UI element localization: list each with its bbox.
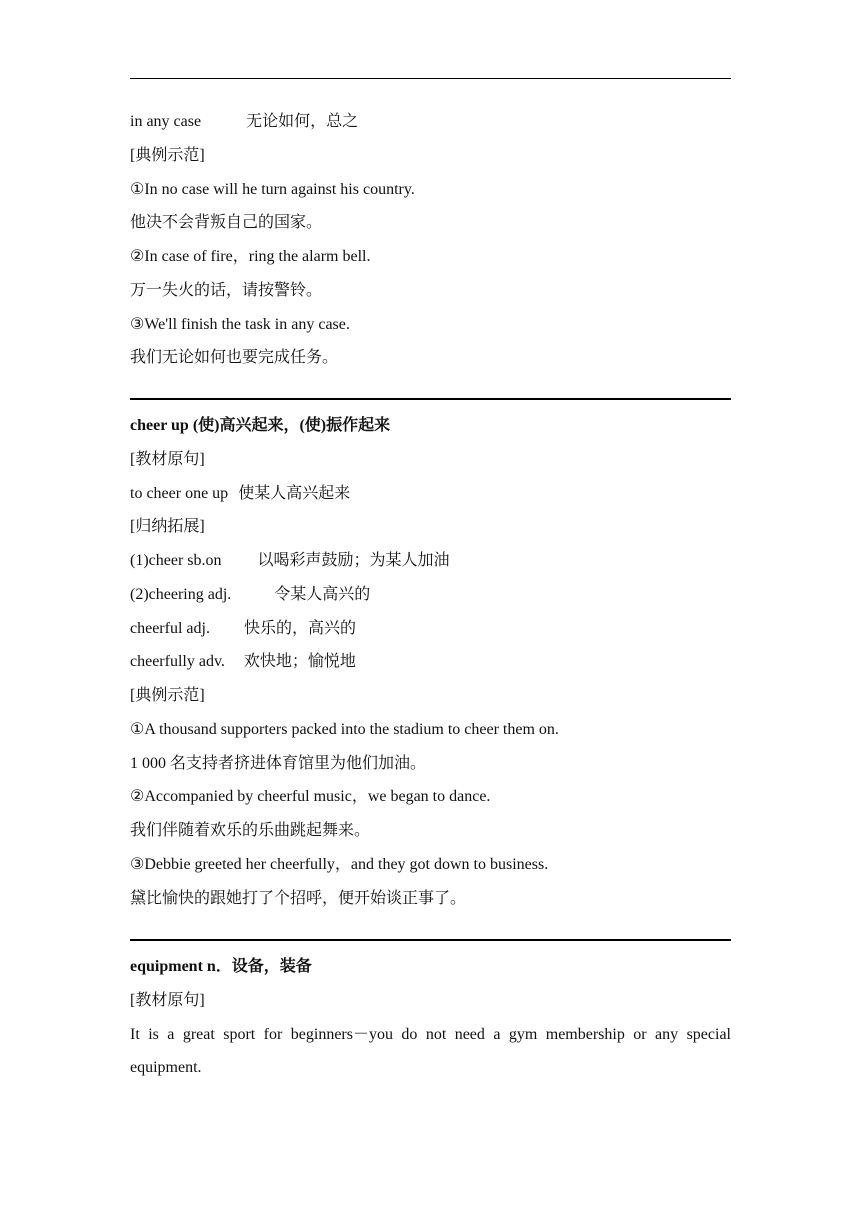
extension-meaning: 欢快地；愉悦地 bbox=[243, 653, 356, 670]
examples-header: [典例示范] bbox=[130, 147, 205, 164]
term: in any case bbox=[130, 113, 202, 130]
example-zh: 我们无论如何也要完成任务。 bbox=[130, 349, 339, 366]
examples-header: [典例示范] bbox=[130, 687, 205, 704]
extension-meaning: 以喝彩声鼓励；为某人加油 bbox=[257, 552, 450, 569]
example-zh: 我们伴随着欢乐的乐曲跳起舞来。 bbox=[130, 822, 371, 839]
example-zh: 万一失火的话，请按警铃。 bbox=[130, 282, 323, 299]
example-en: ②Accompanied by cheerful music，we began to dance. bbox=[130, 788, 491, 805]
extension-term: cheerfully adv. bbox=[130, 653, 225, 670]
extension-term: (2)cheering adj. bbox=[130, 586, 232, 603]
example-zh: 他决不会背叛自己的国家。 bbox=[130, 214, 323, 231]
source-sentence: It is a great sport for beginners－you do not need a gym membership or any special bbox=[130, 1026, 731, 1043]
source-row bbox=[130, 484, 731, 504]
extension-row bbox=[130, 551, 731, 571]
extension-row bbox=[130, 585, 731, 605]
example-zh: 1 000 名支持者挤进体育馆里为他们加油。 bbox=[130, 755, 427, 772]
example-en: ①A thousand supporters packed into the stadium to cheer them on. bbox=[130, 721, 559, 738]
extension-header: [归纳拓展] bbox=[130, 518, 205, 535]
source-zh: 使某人高兴起来 bbox=[238, 485, 351, 502]
example-zh: 黛比愉快的跟她打了个招呼，便开始谈正事了。 bbox=[130, 890, 467, 907]
term-meaning: 无论如何，总之 bbox=[246, 113, 359, 130]
term-row bbox=[130, 112, 731, 132]
source-en: to cheer one up bbox=[130, 485, 229, 502]
source-header: [教材原句] bbox=[130, 992, 205, 1009]
extension-term: cheerful adj. bbox=[130, 620, 210, 637]
example-en: ③Debbie greeted her cheerfully，and they got down to business. bbox=[130, 856, 549, 873]
extension-row bbox=[130, 652, 731, 672]
section-divider bbox=[130, 398, 731, 400]
section-divider bbox=[130, 939, 731, 941]
source-header: [教材原句] bbox=[130, 451, 205, 468]
example-en: ③We'll finish the task in any case. bbox=[130, 316, 350, 333]
extension-row bbox=[130, 619, 731, 639]
example-en: ①In no case will he turn against his country. bbox=[130, 181, 415, 198]
section-heading: equipment n．设备，装备 bbox=[130, 958, 312, 975]
top-divider bbox=[130, 78, 731, 79]
extension-meaning: 快乐的，高兴的 bbox=[243, 620, 356, 637]
example-en: ②In case of fire，ring the alarm bell. bbox=[130, 248, 371, 265]
section-heading: cheer up (使)高兴起来，(使)振作起来 bbox=[130, 417, 391, 434]
source-sentence-continued: equipment. bbox=[130, 1059, 202, 1076]
extension-meaning: 令某人高兴的 bbox=[274, 586, 371, 603]
extension-term: (1)cheer sb.on bbox=[130, 552, 222, 569]
